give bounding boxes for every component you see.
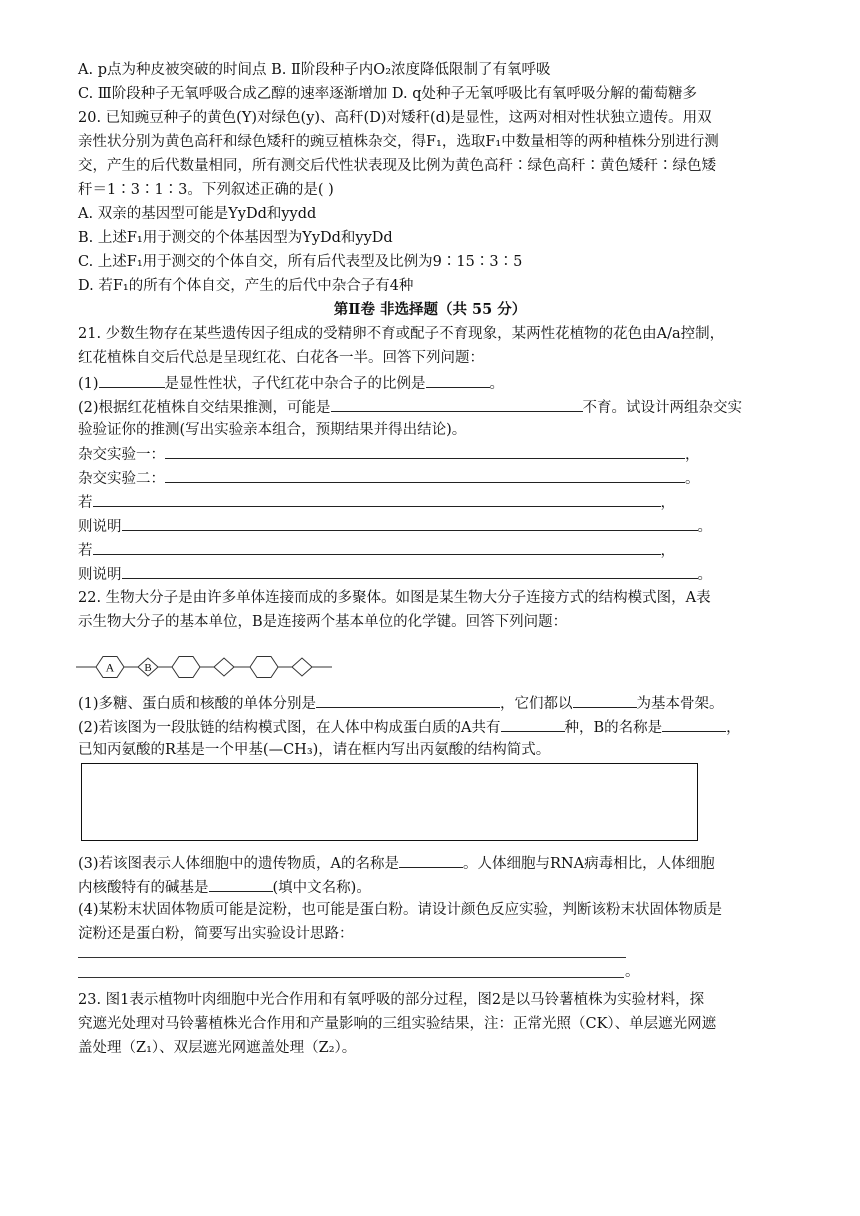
- q19-option-line-2: C. Ⅲ阶段种子无氧呼吸合成乙醇的速率逐渐增加 D. q处种子无氧呼吸比有氧呼吸分解的葡萄糖多: [78, 86, 697, 102]
- q21-p1-blank-1[interactable]: [99, 372, 165, 388]
- q20-option-a: A. 双亲的基因型可能是YyDd和yydd: [78, 206, 317, 222]
- q22-p3-text: 。人体细胞与RNA病毒相比，人体细胞: [463, 856, 715, 872]
- q22-p3-blank-2[interactable]: [209, 876, 273, 892]
- q21-then2-answer-line[interactable]: [122, 564, 698, 579]
- q22-stem-line-2: 示生物大分子的基本单位，B是连接两个基本单位的化学键。回答下列问题：: [78, 614, 568, 630]
- diagram-hexagon: [172, 657, 200, 678]
- q22-p4-answer-line-2[interactable]: [78, 977, 624, 978]
- q22-p3-line2-prefix: 内核酸特有的碱基是: [78, 880, 209, 896]
- q21-part-2: [78, 396, 783, 416]
- diagram-diamond: [214, 658, 234, 676]
- q22-part-4-line-2: 淀粉还是蛋白粉，简要写出实验设计思路：: [78, 926, 354, 942]
- q22-p3-line2-end: (填中文名称)。: [272, 880, 371, 896]
- macromolecule-structure-diagram: [76, 654, 340, 680]
- q21-exp1-label: 杂交实验一：: [78, 447, 165, 463]
- q20-option-c: C. 上述F₁用于测交的个体自交，所有后代表型及比例为9∶15∶3∶5: [78, 254, 523, 270]
- q21-part-1: [78, 372, 783, 392]
- diagram-hexagon: [250, 657, 278, 678]
- q22-p4-end: 。: [625, 964, 640, 980]
- diagram-label-b: B: [144, 662, 152, 674]
- q22-p2-text: 种，B的名称是: [564, 720, 663, 736]
- diagram-diamond: [292, 658, 312, 676]
- q21-experiment-2: [78, 468, 783, 488]
- q22-part-2: [78, 716, 783, 736]
- q21-p1-end: 。: [489, 376, 505, 392]
- q21-stem-line-2: 红花植株自交后代总是呈现红花、白花各一半。回答下列问题：: [78, 350, 484, 366]
- q21-p1-blank-2[interactable]: [426, 372, 490, 388]
- q22-stem-line-1: 22. 生物大分子是由许多单体连接而成的多聚体。如图是某生物大分子连接方式的结构模式图，A表: [78, 590, 711, 606]
- q20-stem-line-3: 交，产生的后代数量相同，所有测交后代性状表现及比例为黄色高秆∶绿色高秆∶黄色矮秆∶绿色矮: [78, 158, 716, 174]
- q21-p1-prefix: (1): [78, 376, 99, 392]
- q21-exp2-label: 杂交实验二：: [78, 471, 165, 487]
- q20-option-d: D. 若F₁的所有个体自交，产生的后代中杂合子有4种: [78, 278, 414, 294]
- diagram-label-a: A: [105, 660, 115, 675]
- q22-p1-text: ，它们都以: [500, 696, 573, 712]
- q21-exp2-end: 。: [685, 471, 700, 487]
- q20-option-b: B. 上述F₁用于测交的个体基因型为YyDd和yyDd: [78, 230, 393, 246]
- q21-then-2: [78, 564, 783, 584]
- q22-part-3: [78, 852, 783, 872]
- q22-p4-answer-line-1[interactable]: [78, 957, 626, 958]
- q22-part-2-line-2: 已知丙氨酸的R基是一个甲基(—CH₃)，请在框内写出丙氨酸的结构简式。: [78, 742, 551, 758]
- section-2-title: 第Ⅱ卷 非选择题（共 55 分）: [333, 301, 527, 318]
- q23-stem-line-3: 盖处理（Z₁）、双层遮光网遮盖处理（Z₂）。: [78, 1040, 357, 1056]
- q21-stem-line-1: 21. 少数生物存在某些遗传因子组成的受精卵不育或配子不育现象，某两性花植物的花色由A/a控制，: [78, 326, 725, 342]
- q21-then2-label: 则说明: [78, 567, 122, 583]
- q23-stem-line-2: 究遮光处理对马铃薯植株光合作用和产量影响的三组实验结果，注：正常光照（CK）、单层遮光网遮: [78, 1016, 717, 1032]
- q22-part-3-line-2: [78, 876, 783, 896]
- q21-if2-end: ，: [660, 543, 675, 559]
- q21-if1-label: 若: [78, 495, 93, 511]
- q22-part-1: [78, 692, 783, 712]
- q21-then2-end: 。: [697, 567, 712, 583]
- q21-p1-text: 是显性性状，子代红花中杂合子的比例是: [164, 376, 426, 392]
- q21-then1-label: 则说明: [78, 519, 122, 535]
- q22-p2-blank-2[interactable]: [662, 716, 726, 732]
- q21-if1-end: ，: [660, 495, 675, 511]
- q21-p2-blank[interactable]: [331, 396, 583, 412]
- q21-then1-end: 。: [697, 519, 712, 535]
- q21-part-2-line-2: 验验证你的推测(写出实验亲本组合，预期结果并得出结论)。: [78, 422, 467, 438]
- q21-exp1-end: ，: [685, 447, 700, 463]
- q23-stem-line-1: 23. 图1表示植物叶肉细胞中光合作用和有氧呼吸的部分过程，图2是以马铃薯植株为实验材料，探: [78, 992, 705, 1008]
- q22-p3-blank-1[interactable]: [399, 852, 463, 868]
- q21-exp2-answer-line[interactable]: [165, 468, 685, 483]
- answer-box[interactable]: [81, 763, 698, 841]
- q21-if-1: [78, 492, 783, 512]
- q21-if2-answer-line[interactable]: [93, 540, 661, 555]
- q22-p2-end: ，: [726, 720, 741, 736]
- q22-p1-end: 为基本骨架。: [636, 696, 724, 712]
- q20-stem-line-2: 亲性状分别为黄色高秆和绿色矮秆的豌豆植株杂交，得F₁，选取F₁中数量相等的两种植株分别进行测: [78, 134, 719, 150]
- q22-p1-blank-1[interactable]: [316, 692, 500, 708]
- q21-if-2: [78, 540, 783, 560]
- q21-if2-label: 若: [78, 543, 93, 559]
- q21-experiment-1: [78, 444, 783, 464]
- q22-p1-blank-2[interactable]: [573, 692, 637, 708]
- q21-exp1-answer-line[interactable]: [165, 444, 685, 459]
- q21-p2-text: 不育。试设计两组杂交实: [582, 400, 743, 416]
- q21-then-1: [78, 516, 783, 536]
- q19-option-line-1: A. p点为种皮被突破的时间点 B. Ⅱ阶段种子内O₂浓度降低限制了有氧呼吸: [78, 62, 551, 78]
- q20-stem-line-4: 秆＝1∶3∶1∶3。下列叙述正确的是( ): [78, 182, 334, 198]
- q22-p1-prefix: (1)多糖、蛋白质和核酸的单体分别是: [78, 696, 317, 712]
- q21-then1-answer-line[interactable]: [122, 516, 698, 531]
- q22-p3-prefix: (3)若该图表示人体细胞中的遗传物质，A的名称是: [78, 856, 400, 872]
- q21-p2-prefix: (2)根据红花植株自交结果推测，可能是: [78, 400, 331, 416]
- q20-stem-line-1: 20. 已知豌豆种子的黄色(Y)对绿色(y)、高秆(D)对矮秆(d)是显性，这两对相对性状独立遗传。用双: [78, 110, 712, 126]
- q21-if1-answer-line[interactable]: [93, 492, 661, 507]
- q22-p2-blank-1[interactable]: [501, 716, 565, 732]
- q22-part-4-line-1: (4)某粉末状固体物质可能是淀粉，也可能是蛋白粉。请设计颜色反应实验，判断该粉末状固体物质是: [78, 902, 723, 918]
- q22-p2-prefix: (2)若该图为一段肽链的结构模式图，在人体中构成蛋白质的A共有: [78, 720, 501, 736]
